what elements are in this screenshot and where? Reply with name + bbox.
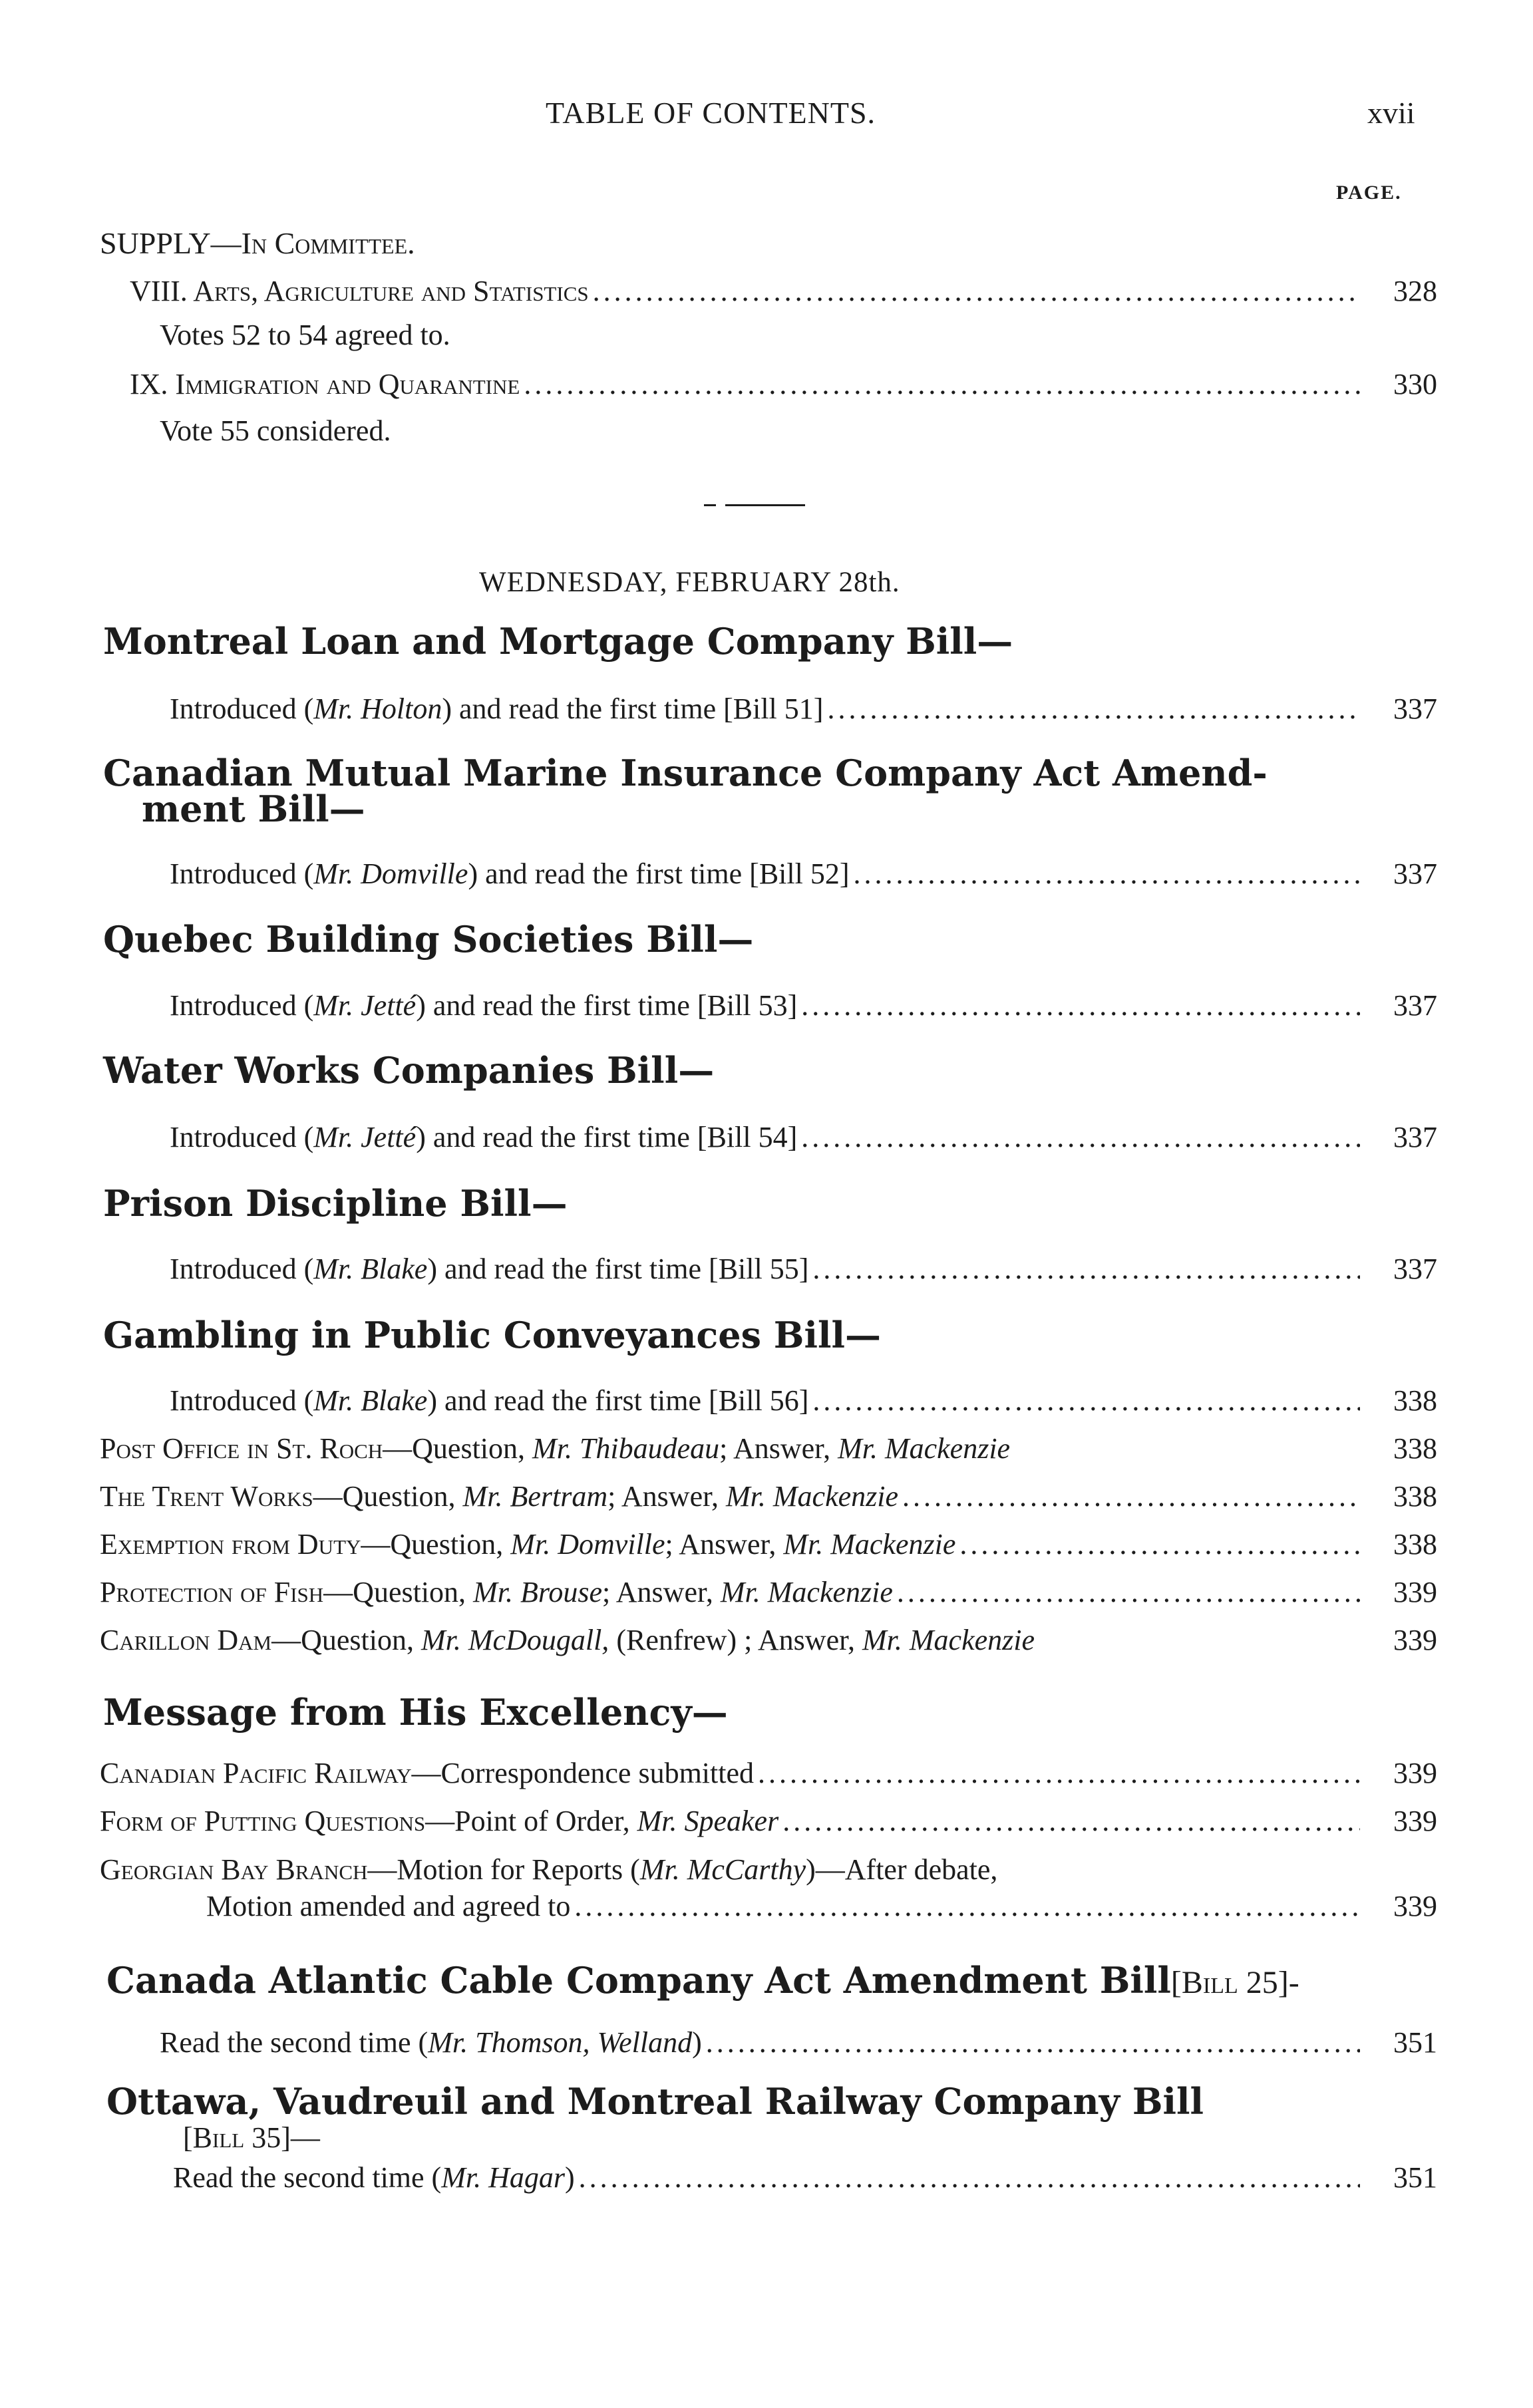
bill-title: Water Works Companies Bill—	[103, 1049, 715, 1092]
leader-dots	[524, 367, 1360, 402]
member-name: Mr. Jetté	[313, 1121, 417, 1153]
leader-dots	[812, 1384, 1360, 1419]
page-number: 339	[1393, 1757, 1437, 1789]
member-name: Mr. McDougall,	[421, 1624, 609, 1656]
leader-dots	[902, 1479, 1360, 1515]
bill-title: Quebec Building Societies Bill—	[103, 918, 754, 961]
bill-title: Prison Discipline Bill—	[103, 1182, 568, 1225]
page-number: 338	[1393, 1384, 1437, 1417]
entry-text: Exemption from Duty—Question, Mr. Domville; Answer, Mr. Mackenzie	[100, 1528, 956, 1561]
question-subject: Carillon Dam	[100, 1624, 272, 1656]
page-number: 337	[1393, 1253, 1437, 1285]
member-name: Mr. Mackenzie	[862, 1624, 1035, 1656]
toc-entry	[170, 1384, 1437, 1419]
page-number: 337	[1393, 692, 1437, 725]
page-number: 339	[1393, 1624, 1437, 1656]
entry-text: Carillon Dam—Question, Mr. McDougall, (Renfrew) ; Answer, Mr. Mackenzie	[100, 1624, 1035, 1656]
leader-dots	[574, 1889, 1360, 1924]
question-entry	[100, 1479, 1437, 1515]
entry-text: Motion amended and agreed to	[206, 1890, 571, 1922]
bill-reference: [Bill 25]-	[1170, 1965, 1299, 2000]
bill-title: Canada Atlantic Cable Company Act Amendment Bill[Bill 25]-	[106, 1959, 1299, 2002]
page-number: 339	[1393, 1576, 1437, 1608]
bill-title: Montreal Loan and Mortgage Company Bill—	[103, 620, 1013, 663]
page-number: 337	[1393, 1121, 1437, 1153]
page-number: 330	[1393, 368, 1437, 400]
member-name: Mr. Blake	[313, 1253, 428, 1285]
leader-dots	[593, 274, 1360, 309]
entry-label: IX. Immigration and Quarantine	[130, 368, 520, 400]
toc-entry	[170, 1252, 1437, 1287]
page-number: 338	[1393, 1528, 1437, 1561]
message-entry	[100, 1804, 1437, 1839]
entry-text: Canadian Pacific Railway—Correspondence submitted	[100, 1757, 754, 1789]
leader-dots	[579, 2161, 1360, 2196]
bill-reference: [Bill 35]—	[183, 2121, 320, 2154]
page-number: 339	[1393, 1890, 1437, 1922]
entry-text: Introduced (Mr. Blake) and read the first time [Bill 55]	[170, 1253, 809, 1285]
votes-note: Votes 52 to 54 agreed to.	[160, 319, 450, 351]
member-name: Mr. Mackenzie	[783, 1528, 956, 1561]
question-subject: Post Office in St. Roch	[100, 1432, 383, 1465]
entry-text: The Trent Works—Question, Mr. Bertram; Answer, Mr. Mackenzie	[100, 1480, 899, 1513]
toc-entry	[170, 857, 1437, 892]
entry-label: VIII. Arts, Agriculture and Statistics	[130, 275, 589, 307]
message-title: Message from His Excellency—	[103, 1691, 728, 1733]
member-name: Mr. Holton	[313, 692, 442, 725]
question-entry	[100, 1575, 1437, 1610]
question-subject: The Trent Works	[100, 1480, 313, 1513]
bill-title: Gambling in Public Conveyances Bill—	[103, 1314, 881, 1356]
question-subject: Protection of Fish	[100, 1576, 324, 1608]
message-entry-line1: Georgian Bay Branch—Motion for Reports (Mr. McCarthy)—After debate,	[100, 1853, 998, 1886]
member-name: Mr. Mackenzie	[838, 1432, 1011, 1465]
supply-heading: SUPPLY—In Committee.	[100, 226, 415, 260]
leader-dots	[782, 1804, 1360, 1839]
question-entry	[100, 1431, 1437, 1467]
page-number: 351	[1393, 2161, 1437, 2194]
leader-dots	[897, 1575, 1360, 1610]
member-name: Mr. Jetté	[313, 989, 417, 1022]
member-name: Mr. Domville	[313, 857, 468, 890]
toc-entry	[170, 692, 1437, 727]
entry-text: Introduced (Mr. Holton) and read the first time [Bill 51]	[170, 692, 824, 725]
entry-text: Introduced (Mr. Blake) and read the first time [Bill 56]	[170, 1384, 809, 1417]
member-name: Mr. Mackenzie	[726, 1480, 899, 1513]
entry-text: Read the second time (Mr. Thomson, Welland)	[160, 2026, 702, 2059]
page-number: 339	[1393, 1805, 1437, 1837]
member-name: Mr. Blake	[313, 1384, 428, 1417]
message-subject: Canadian Pacific Railway	[100, 1757, 412, 1789]
page-number: 337	[1393, 857, 1437, 890]
entry-text: Read the second time (Mr. Hagar)	[173, 2161, 575, 2194]
member-name: Mr. Thibaudeau	[532, 1432, 720, 1465]
member-name: Mr. Thomson, Welland	[428, 2026, 693, 2059]
member-name: Mr. McCarthy	[639, 1853, 806, 1886]
toc-entry	[173, 2161, 1437, 2196]
page-number: 338	[1393, 1480, 1437, 1513]
leader-dots	[959, 1527, 1360, 1563]
toc-entry	[160, 2026, 1437, 2061]
bill-title-line: ment Bill—	[142, 788, 365, 830]
page-number: 351	[1393, 2026, 1437, 2059]
leader-dots	[706, 2026, 1360, 2061]
question-subject: Exemption from Duty	[100, 1528, 361, 1561]
leader-dots	[758, 1756, 1360, 1791]
entry-text: Introduced (Mr. Jetté) and read the first time [Bill 54]	[170, 1121, 798, 1153]
member-name: Mr. Hagar	[441, 2161, 565, 2194]
entry-text: Protection of Fish—Question, Mr. Brouse; Answer, Mr. Mackenzie	[100, 1576, 893, 1608]
toc-entry-arts-agriculture	[130, 274, 1437, 309]
leader-dots	[801, 988, 1360, 1024]
member-name: Mr. Bertram	[462, 1480, 608, 1513]
toc-entry	[170, 988, 1437, 1024]
entry-text: Introduced (Mr. Jetté) and read the first time [Bill 53]	[170, 989, 798, 1022]
day-heading: WEDNESDAY, FEBRUARY 28th.	[479, 567, 900, 598]
page-number: 328	[1393, 275, 1437, 307]
page-number: 337	[1393, 989, 1437, 1022]
message-entry	[100, 1756, 1437, 1791]
message-subject: Georgian Bay Branch	[100, 1853, 368, 1886]
member-name: Mr. Mackenzie	[720, 1576, 893, 1608]
message-subject: Form of Putting Questions	[100, 1805, 426, 1837]
page-folio: xvii	[1367, 96, 1415, 130]
member-name: Mr. Domville	[510, 1528, 665, 1561]
page-column-label: PAGE.	[1336, 182, 1402, 204]
divider-rule	[725, 504, 805, 506]
running-title: TABLE OF CONTENTS.	[546, 96, 876, 130]
leader-dots	[854, 857, 1361, 892]
leader-dots	[812, 1252, 1360, 1287]
leader-dots	[827, 692, 1360, 727]
member-name: Mr. Brouse	[473, 1576, 602, 1608]
message-entry-line2	[206, 1889, 1437, 1924]
entry-text: Introduced (Mr. Domville) and read the first time [Bill 52]	[170, 857, 850, 890]
toc-entry	[170, 1120, 1437, 1155]
bill-title-line: Canadian Mutual Marine Insurance Company Act Amend-	[103, 752, 1268, 794]
divider-rule-short	[704, 504, 716, 506]
toc-entry-immigration	[130, 367, 1437, 402]
page-number: 338	[1393, 1432, 1437, 1465]
entry-text: Form of Putting Questions—Point of Order, Mr. Speaker	[100, 1805, 779, 1837]
vote-note: Vote 55 considered.	[160, 414, 391, 447]
question-entry	[100, 1527, 1437, 1563]
bill-title: Ottawa, Vaudreuil and Montreal Railway Company Bill	[106, 2080, 1204, 2123]
bill-title	[103, 752, 1268, 830]
member-name: Mr. Speaker	[637, 1805, 779, 1837]
leader-dots	[801, 1120, 1360, 1155]
entry-text: Post Office in St. Roch—Question, Mr. Thibaudeau; Answer, Mr. Mackenzie	[100, 1432, 1011, 1465]
question-entry	[100, 1623, 1437, 1658]
